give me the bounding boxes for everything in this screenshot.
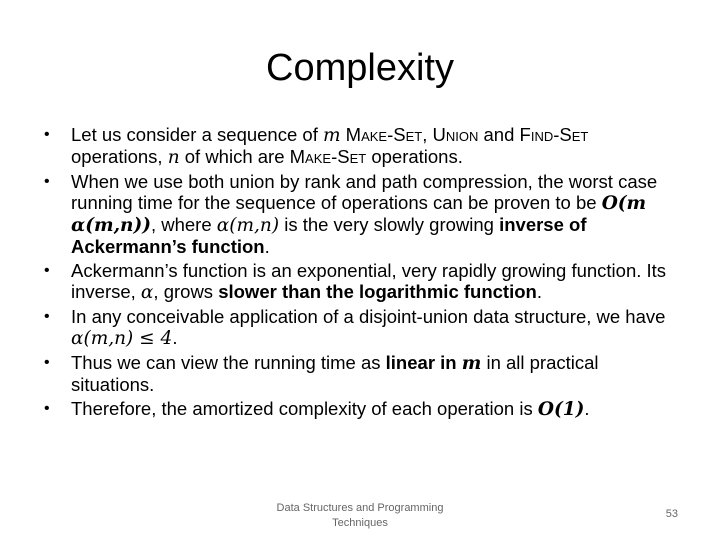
bullet-text: Therefore, the amortized complexity of each operation is <box>71 398 538 419</box>
slide-title: Complexity <box>266 47 454 89</box>
bullet-marker: • <box>44 354 50 371</box>
bold-phrase: linear in <box>385 352 462 373</box>
bullet-item <box>44 260 684 303</box>
bullet-text: operations. <box>366 146 463 167</box>
bullet-marker: • <box>44 400 50 417</box>
footer-line: Techniques <box>332 517 388 529</box>
bullet-text: Thus we can view the running time as <box>71 352 386 373</box>
bullet-text: of which are <box>179 146 290 167</box>
footer-course-title <box>260 501 460 531</box>
find-set-term: Find-Set <box>519 124 589 145</box>
bullet-text: , grows <box>153 281 219 302</box>
bullet-text: In any conceivable application of a disjoint-union data structure, we have <box>71 306 666 327</box>
bullet-text: When we use both union by rank and path compression, the worst case running time for the sequence of operations can be proven to be <box>71 171 658 213</box>
bullet-text: . <box>264 236 270 257</box>
bullet-marker: • <box>44 173 50 190</box>
bullet-text: . <box>172 327 178 348</box>
math-n: n <box>167 147 180 168</box>
bullet-text: and <box>478 124 520 145</box>
bullet-marker: • <box>44 126 50 143</box>
bullet-text: , where <box>150 214 217 235</box>
bullet-item <box>44 306 684 349</box>
bullet-list <box>44 124 684 423</box>
union-term: Union <box>432 124 479 145</box>
make-set-term: Make-Set <box>289 146 367 167</box>
math-alpha-bound: α(m,n) ≤ 4 <box>71 328 173 349</box>
bullet-text: Ackermann’s function is an exponential, very rapidly growing function. Its inverse, <box>71 260 667 302</box>
math-m: m <box>322 125 341 146</box>
math-constant-bound: O(1) <box>537 399 585 420</box>
footer-line: Data Structures and Programming <box>276 502 444 514</box>
bullet-item <box>44 398 684 420</box>
bullet-marker: • <box>44 308 50 325</box>
bold-phrase: inverse of Ackermann’s function <box>71 214 587 257</box>
bullet-item <box>44 352 684 395</box>
math-m: m <box>461 353 482 374</box>
bullet-item <box>44 171 684 257</box>
bullet-text: , <box>422 124 433 145</box>
math-alpha: α(m,n) <box>216 215 280 236</box>
bullet-text: . <box>536 281 542 302</box>
bullet-text: is the very slowly growing <box>279 214 500 235</box>
bullet-text: operations, <box>71 146 168 167</box>
bullet-text: in all practical situations. <box>71 352 599 395</box>
math-complexity-bound: O(m α(m,n)) <box>71 193 647 236</box>
page-number: 53 <box>665 508 678 520</box>
bullet-item <box>44 124 684 168</box>
bold-phrase: slower than the logarithmic function <box>218 281 537 302</box>
bullet-text: Let us consider a sequence of <box>71 124 323 145</box>
bullet-text: . <box>584 398 590 419</box>
math-alpha: α <box>140 282 154 303</box>
make-set-term: Make-Set <box>345 124 423 145</box>
bullet-marker: • <box>44 262 50 279</box>
